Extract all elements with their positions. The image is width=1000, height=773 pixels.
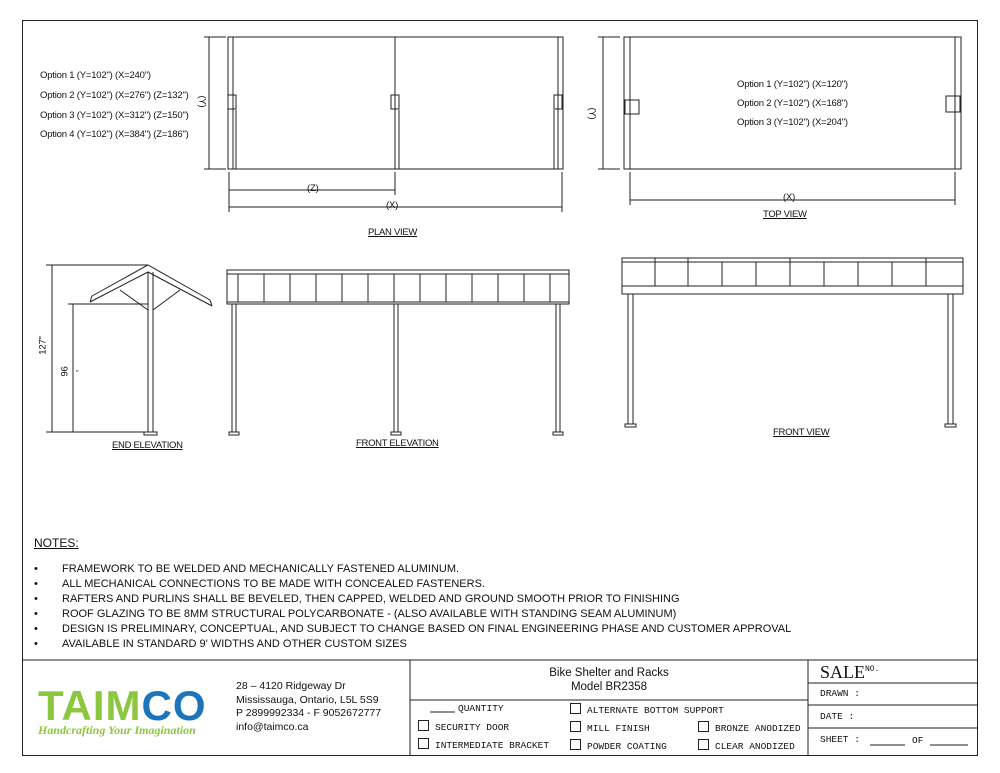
top-option-3: Option 3 (Y=102") (X=204") [737,117,848,128]
plan-view-label: PLAN VIEW [368,227,418,238]
plan-option-1: Option 1 (Y=102") (X=240") [40,70,151,81]
project-model: Model BR2358 [570,681,648,693]
end-dim-post-mark: " [76,370,79,377]
plan-view-drawing [204,37,563,212]
sheet-label: SHEET : [820,734,860,745]
drawn-label: DRAWN : [820,688,860,699]
checkbox[interactable] [570,703,581,714]
quantity-label: QUANTITY [458,703,504,714]
top-option-1: Option 1 (Y=102") (X=120") [737,79,848,90]
plan-option-4: Option 4 (Y=102") (X=384") (Z=186") [40,129,189,140]
notes-list [34,562,791,652]
top-view-label: TOP VIEW [763,209,807,220]
note-text: ROOF GLAZING TO BE 8MM STRUCTURAL POLYCARBONATE - (ALSO AVAILABLE WITH STANDING SEAM ALUMINUM) [62,608,677,620]
note-item [34,637,791,652]
logo-text-blue: CO [141,682,207,729]
address-line: Mississauga, Ontario, L5L 5S9 [236,693,379,706]
bronze-anodized-option[interactable]: BRONZE ANODIZED [698,721,801,734]
address-line: 28 – 4120 Ridgeway Dr [236,680,346,692]
plan-option-3: Option 3 (Y=102") (X=312") (Z=150") [40,110,189,121]
of-label: OF [912,735,924,746]
note-item [34,577,791,592]
note-text: RAFTERS AND PURLINS SHALL BE BEVELED, THEN CAPPED, WELDED AND GROUND SMOOTH PRIOR TO FINISHING [62,593,680,605]
plan-dim-y: (Y) [196,95,208,108]
front-elevation-drawing [227,270,569,435]
project-title: Bike Shelter and Racks [549,667,669,679]
front-view-label: FRONT VIEW [773,427,830,438]
alternate-bottom-support-option[interactable]: ALTERNATE BOTTOM SUPPORT [570,703,724,716]
end-elevation-label: END ELEVATION [112,440,183,451]
checkbox[interactable] [698,721,709,732]
end-dim-total: 127" [37,336,49,355]
end-dim-post: 96 [59,366,71,377]
note-bullet: • [34,623,38,635]
end-elevation-drawing [46,265,212,435]
front-elevation-label: FRONT ELEVATION [356,438,439,449]
note-bullet: • [34,608,38,620]
clear-anodized-option[interactable]: CLEAR ANODIZED [698,739,795,752]
logo-text-green: TAIM [38,682,142,729]
top-dim-x: (X) [783,192,796,203]
top-option-2: Option 2 (Y=102") (X=168") [737,98,848,109]
checkbox[interactable] [698,739,709,750]
sale-number-label: $SALE^{NO.}$ [820,662,880,682]
top-dim-y: (Y) [586,107,598,120]
plan-dim-x: (X) [386,200,399,211]
note-item [34,607,791,622]
note-text: DESIGN IS PRELIMINARY, CONCEPTUAL, AND SUBJECT TO CHANGE BASED ON FINAL ENGINEERING PHASE AND CUSTOMER APPROVAL [62,623,792,635]
plan-dim-z: (Z) [307,183,319,194]
note-item [34,592,791,607]
checkbox[interactable] [418,738,429,749]
note-bullet: • [34,578,38,590]
security-door-option[interactable]: SECURITY DOOR [418,720,509,733]
notes-title: NOTES: [34,536,79,550]
note-bullet: • [34,593,38,605]
company-address [236,680,381,734]
checkbox[interactable] [418,720,429,731]
note-bullet: • [34,638,38,650]
plan-option-2: Option 2 (Y=102") (X=276") (Z=132") [40,90,189,101]
checkbox[interactable] [570,739,581,750]
powder-coating-option[interactable]: POWDER COATING [570,739,667,752]
note-item [34,562,791,577]
company-tagline: Handcrafting Your Imagination [38,723,196,737]
note-text: ALL MECHANICAL CONNECTIONS TO BE MADE WITH CONCEALED FASTENERS. [62,578,485,590]
email-line: info@taimco.ca [236,720,309,733]
note-item [34,622,791,637]
note-text: FRAMEWORK TO BE WELDED AND MECHANICALLY FASTENED ALUMINUM. [62,563,460,575]
intermediate-bracket-option[interactable]: INTERMEDIATE BRACKET [418,738,549,751]
note-text: AVAILABLE IN STANDARD 9' WIDTHS AND OTHER CUSTOM SIZES [62,638,407,650]
project-title-block [410,666,808,694]
phone-fax-line: P 2899992334 - F 9052672777 [236,707,382,719]
front-view-drawing [622,258,963,427]
mill-finish-option[interactable]: MILL FINISH [570,721,650,734]
checkbox[interactable] [570,721,581,732]
note-bullet: • [34,563,38,575]
date-label: DATE : [820,711,855,722]
